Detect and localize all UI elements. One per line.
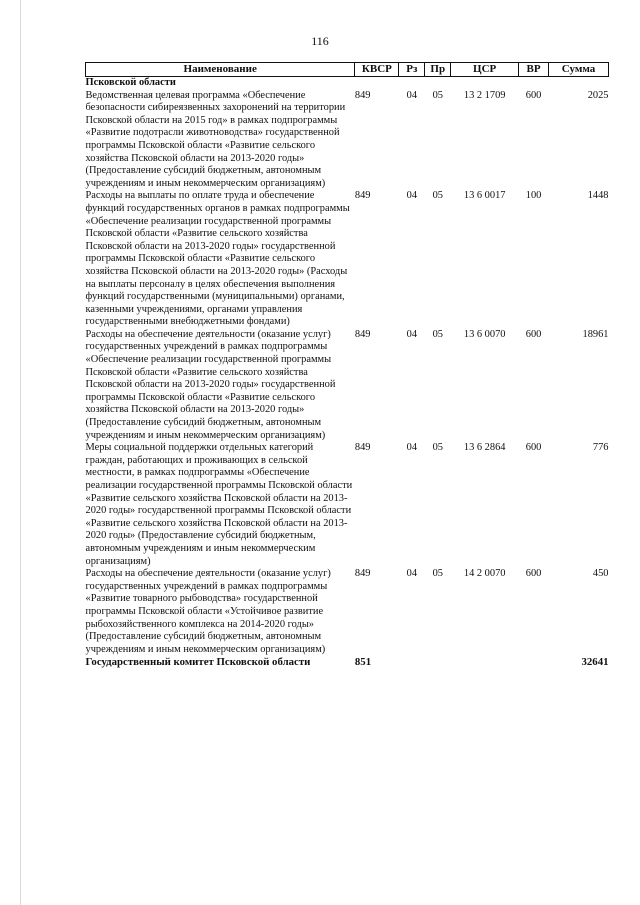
row-vr: 100	[525, 190, 542, 202]
row-vr: 600	[525, 568, 542, 580]
row-pr: 05	[432, 89, 443, 101]
page-number: 116	[311, 34, 329, 48]
row-sum: 2025	[587, 89, 609, 101]
row-kvsr: 849	[354, 328, 371, 340]
row-rz: 04	[406, 568, 418, 580]
scan-edge-line	[20, 0, 21, 905]
row-kvsr: 849	[354, 190, 371, 202]
row-rz: 04	[406, 190, 418, 202]
row-pr: 05	[432, 328, 443, 340]
row-rz: 04	[406, 89, 418, 101]
header-kvsr: КВСР	[355, 63, 399, 77]
table-row	[86, 90, 609, 191]
table-row	[86, 568, 609, 656]
table-header-row	[86, 63, 609, 77]
row-rz: 04	[406, 328, 418, 340]
total-sum: 32641	[581, 656, 609, 669]
section-row	[86, 77, 609, 90]
header-vr: ВР	[519, 63, 549, 77]
header-rz: Рз	[399, 63, 425, 77]
header-csr: ЦСР	[451, 63, 519, 77]
row-vr: 600	[525, 442, 542, 454]
row-vr: 600	[525, 328, 542, 340]
row-csr: 13 6 0070	[463, 328, 506, 340]
row-name: Меры социальной поддержки отдельных категорий граждан, работающих и проживающих в сельской местности, в рамках подпрограммы «Обеспечение реализации государственной программы Псковской области «Развитие сельского хозяйства Псковской области на 2013-2020 годы» государственной программы Псковской области «Развитие сельского хозяйства Псковской области на 2013-2020 годы» (Предоставление субсидий бюджетным, автономным учреждениям и иным некоммерческим организациям)	[85, 442, 353, 567]
total-row	[86, 656, 609, 669]
row-name: Расходы на обеспечение деятельности (оказание услуг) государственных учреждений в рамках подпрограммы «Развитие товарного рыбоводства» государственной программы Псковской области «Устойчивое развитие рыбохозяйственного комплекса на 2014-2020 годы» (Предоставление субсидий бюджетным, автономным учреждениям и иным некоммерческим организациям)	[85, 568, 331, 655]
section-title: Псковской области	[85, 77, 176, 88]
row-name: Ведомственная целевая программа «Обеспечение безопасности сибиреязвенных захоронений на территории Псковской области на 2015 год» в рамках подпрограммы «Развитие подотрасли животноводства» государственной программы Псковской области «Развитие сельского хозяйства Псковской области на 2013-2020 годы» (Предоставление субсидий бюджетным, автономным учреждениям и иным некоммерческим организациям)	[85, 89, 346, 189]
row-pr: 05	[432, 568, 443, 580]
row-csr: 13 6 2864	[463, 442, 506, 454]
row-rz: 04	[406, 442, 418, 454]
row-pr: 05	[432, 190, 443, 202]
row-sum: 450	[592, 568, 609, 580]
row-csr: 13 6 0017	[463, 190, 506, 202]
row-pr: 05	[432, 442, 443, 454]
row-kvsr: 849	[354, 89, 371, 101]
row-sum: 1448	[587, 190, 609, 202]
row-csr: 14 2 0070	[463, 568, 506, 580]
row-name: Расходы на выплаты по оплате труда и обеспечение функций государственных органов в рамках подпрограммы «Обеспечение реализации государственной программы Псковской области «Развитие сельского хозяйства Псковской области на 2013-2020 годы» государственной программы Псковской области «Развитие сельского хозяйства Псковской области на 2013-2020 годы» (Расходы на выплаты персоналу в целях обеспечения выполнения функций государственными (муниципальными) органами, казенными учреждениями, органами управления государственными внебюджетными фондами)	[85, 190, 350, 328]
table-row	[86, 190, 609, 329]
row-csr: 13 2 1709	[463, 89, 506, 101]
row-name: Расходы на обеспечение деятельности (оказание услуг) государственных учреждений в рамках подпрограммы «Обеспечение реализации государственной программы Псковской области «Развитие сельского хозяйства Псковской области на 2013-2020 годы» государственной программы Псковской области «Развитие сельского хозяйства Псковской области на 2013-2020 годы» (Предоставление субсидий бюджетным, автономным учреждениям и иным некоммерческим организациям)	[85, 328, 336, 441]
budget-table	[85, 62, 609, 669]
row-vr: 600	[525, 89, 542, 101]
header-pr: Пр	[425, 63, 451, 77]
total-kvsr: 851	[354, 656, 372, 669]
row-sum: 776	[592, 442, 609, 454]
header-name: Наименование	[86, 63, 355, 77]
total-name: Государственный комитет Псковской области	[85, 656, 311, 669]
row-kvsr: 849	[354, 568, 371, 580]
header-sum: Сумма	[549, 63, 609, 77]
row-kvsr: 849	[354, 442, 371, 454]
table-row	[86, 329, 609, 442]
table-row	[86, 442, 609, 568]
row-sum: 18961	[582, 328, 609, 340]
